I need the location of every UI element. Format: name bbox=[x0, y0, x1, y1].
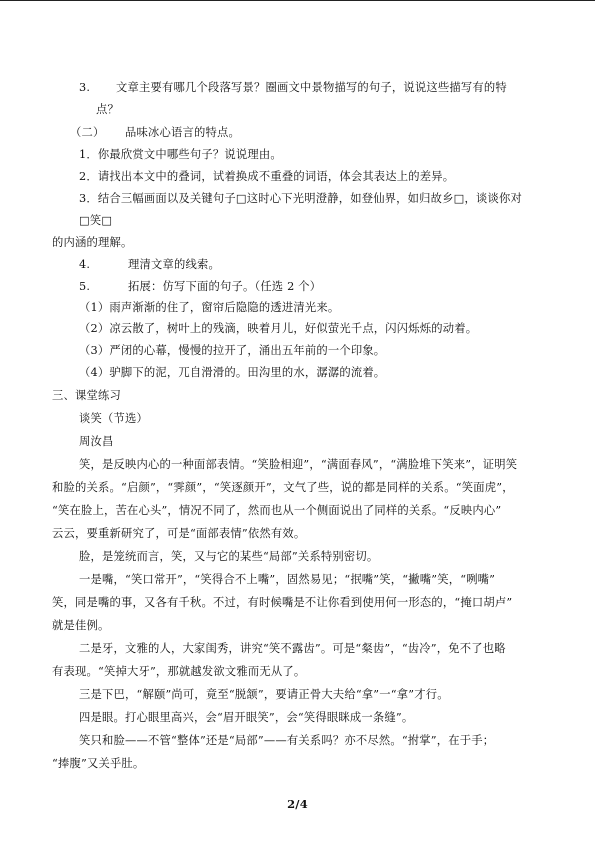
question-4-number: 4. bbox=[79, 258, 91, 271]
question-3-number: 3. bbox=[79, 81, 91, 94]
question-3-text: 文章主要有哪几个段落写景？圈画文中景物描写的句子，说说这些描写有的特 bbox=[116, 81, 507, 94]
paragraph-1-line-3: “笑在脸上，苦在心头”，情况不同了，然而也从一个侧面说出了同样的关系。“反映内心” bbox=[52, 504, 502, 517]
paragraph-3-line-2: 笑，同是嘴的事，又各有千秋。不过，有时候嘴是不让你看到使用何一形态的，“掩口胡卢” bbox=[52, 596, 513, 609]
section-2-heading: 品味冰心语言的特点。 bbox=[125, 126, 240, 139]
item-3-keyword: □笑□ bbox=[79, 214, 113, 227]
question-5-text: 拓展：仿写下面的句子。（任选 2 个） bbox=[128, 280, 322, 293]
paragraph-1-line-1: 笑，是反映内心的一种面部表情。“笑脸相迎”，“满面春风”，“满脸堆下笑来”，证明笑 bbox=[79, 458, 518, 471]
example-2: （2）凉云散了，树叶上的残滴，映着月儿，好似萤光千点，闪闪烁烁的动着。 bbox=[79, 322, 478, 335]
paragraph-4-line-1: 二是牙，文雅的人，大家闺秀，讲究“笑不露齿”。可是“粲齿”，“齿冷”，免不了也略 bbox=[79, 642, 506, 655]
question-3-continuation: 点？ bbox=[96, 103, 119, 116]
paragraph-1-line-4: 云云，要重新研究了，可是“面部表情”依然有效。 bbox=[52, 527, 306, 540]
paragraph-1-line-2: 和脸的关系。“启颜”，“霁颜”，“笑逐颜开”，文气了些，说的都是同样的关系。“笑面虎”， bbox=[52, 481, 514, 494]
item-1: 1．你最欣赏文中哪些句子？说说理由。 bbox=[79, 148, 282, 161]
header-rule bbox=[0, 0, 595, 1]
item-3: 3．结合三幅画面以及关键句子□这时心下光明澄静，如登仙界，如归故乡□，谈谈你对 bbox=[79, 192, 523, 205]
article-author: 周汝昌 bbox=[79, 435, 114, 448]
section-2-number: （二） bbox=[70, 126, 105, 139]
paragraph-2: 脸，是笼统而言，笑，又与它的某些“局部”关系特别密切。 bbox=[79, 550, 379, 563]
example-3: （3）严闭的心幕，慢慢的拉开了，涌出五年前的一个印象。 bbox=[79, 344, 386, 357]
paragraph-6: 四是眼。打心眼里高兴，会“眉开眼笑”，会“笑得眼眯成一条缝”。 bbox=[79, 711, 414, 724]
question-4-text: 理清文章的线索。 bbox=[128, 258, 220, 271]
item-2: 2．请找出本文中的叠词，试着换成不重叠的词语，体会其表达上的差异。 bbox=[79, 170, 455, 183]
article-title: 谈笑（节选） bbox=[79, 412, 148, 425]
paragraph-3-line-3: 就是佳例。 bbox=[52, 619, 110, 632]
question-5-number: 5. bbox=[79, 280, 91, 293]
paragraph-4-line-2: 有表现。“笑掉大牙”，那就越发欲文雅而无从了。 bbox=[52, 665, 306, 678]
paragraph-5: 三是下巴，“解颐”尚可，竟至“脱颔”，要请正骨大夫给“拿”一“拿”才行。 bbox=[79, 688, 449, 701]
page-number: 2/4 bbox=[287, 797, 308, 811]
section-3-heading: 三、课堂练习 bbox=[52, 389, 121, 402]
example-4: （4）驴脚下的泥，兀自滑滑的。田沟里的水，潺潺的流着。 bbox=[79, 366, 386, 379]
paragraph-7-line-1: 笑只和脸——不管“整体”还是“局部”——有关系吗？亦不尽然。“拊掌”，在于手； bbox=[79, 734, 495, 747]
item-3-end: 的内涵的理解。 bbox=[52, 236, 133, 249]
paragraph-7-line-2: “捧腹”又关乎肚。 bbox=[52, 757, 145, 770]
example-1: （1）雨声渐渐的住了，窗帘后隐隐的透进清光来。 bbox=[79, 301, 340, 314]
paragraph-3-line-1: 一是嘴，“笑口常开”，“笑得合不上嘴”，固然易见；“抿嘴”笑，“撇嘴”笑，“咧嘴” bbox=[79, 573, 496, 586]
